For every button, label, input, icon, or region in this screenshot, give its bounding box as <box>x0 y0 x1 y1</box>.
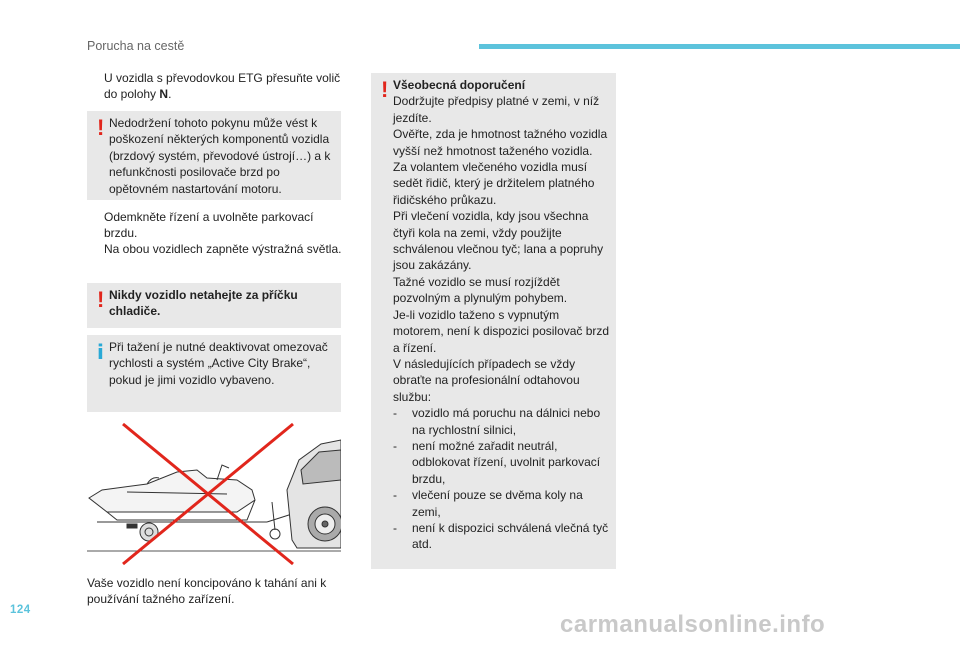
header-accent-bar <box>479 44 960 49</box>
warning-icon: ! <box>97 115 105 140</box>
general-paragraph: Dodržujte předpisy platné v zemi, v níž jezdíte. <box>393 94 600 125</box>
general-paragraph: V následujících případech se vždy obraťte na profesionální odtahovou službu: <box>393 356 580 404</box>
list-item: - vlečení pouze se dvěma koly na zemi, <box>393 488 583 519</box>
general-paragraph: Při vlečení vozidla, kdy jsou všechna čtyři kola na zemi, vždy použijte schválenou vlečnou tyč; lana a popruhy jsou zakázány. <box>393 209 604 273</box>
bullet-hazard-lights <box>87 241 342 257</box>
general-title: Všeobecná doporučení <box>393 78 526 92</box>
general-recommendations-content <box>393 77 612 553</box>
warning-text: Nikdy vozidlo netahejte za příčku chladiče. <box>109 288 298 319</box>
bullet-text: U vozidla s převodovkou ETG přesuňte volič do polohy N. <box>104 71 341 102</box>
list-item: - vozidlo má poruchu na dálnici nebo na rychlostní silnici, <box>393 406 601 437</box>
info-box-speed-limiter <box>87 335 341 412</box>
info-icon: i <box>97 340 104 364</box>
towing-caption: Vaše vozidlo není koncipováno k tahání ani k používání tažného zařízení. <box>87 576 327 607</box>
general-paragraph: Tažné vozidlo se musí rozjíždět pozvolným a plynulým pohybem. <box>393 274 568 306</box>
bullet-text: Odemkněte řízení a uvolněte parkovací brzdu. <box>104 210 314 241</box>
general-paragraph: Ověřte, zda je hmotnost tažného vozidla vyšší než hmotnost taženého vozidla. <box>393 127 608 158</box>
info-text: Při tažení je nutné deaktivovat omezovač rychlosti a systém „Active City Brake“, pokud je jimi vozidlo vybaveno. <box>109 340 328 387</box>
service-cases-list <box>393 405 612 553</box>
page-number: 124 <box>10 604 31 616</box>
warning-icon: ! <box>97 287 105 312</box>
bullet-unlock-steering <box>87 209 342 242</box>
list-item: - není k dispozici schválená vlečná tyč atd. <box>393 520 609 552</box>
bullet-text: Na obou vozidlech zapněte výstražná světla. <box>104 242 342 256</box>
warning-box-brakes <box>87 111 341 200</box>
general-paragraph: Za volantem vlečeného vozidla musí sedět řidič, který je držitelem platného řidičského průkazu. <box>393 160 595 207</box>
watermark: carmanualsonline.info <box>560 611 826 638</box>
warning-text: Nedodržení tohoto pokynu může vést k poškození některých komponentů vozidla (brzdový systém, převodové ústrojí…) a k nefunkčnosti posilovače brzd po opětovném nastartování motoru. <box>109 116 331 196</box>
general-paragraph: Je-li vozidlo taženo s vypnutým motorem, není k dispozici posilovač brzd a řízení. <box>393 307 610 355</box>
list-item: - není možné zařadit neutrál, odblokovat řízení, uvolnit parkovací brzdu, <box>393 438 601 486</box>
warning-icon: ! <box>381 77 389 102</box>
header-section-title: Porucha na cestě <box>87 39 185 53</box>
bullet-etg <box>87 70 342 103</box>
general-recommendations-box <box>371 73 616 569</box>
warning-box-radiator <box>87 283 341 328</box>
no-towing-illustration <box>87 420 341 568</box>
